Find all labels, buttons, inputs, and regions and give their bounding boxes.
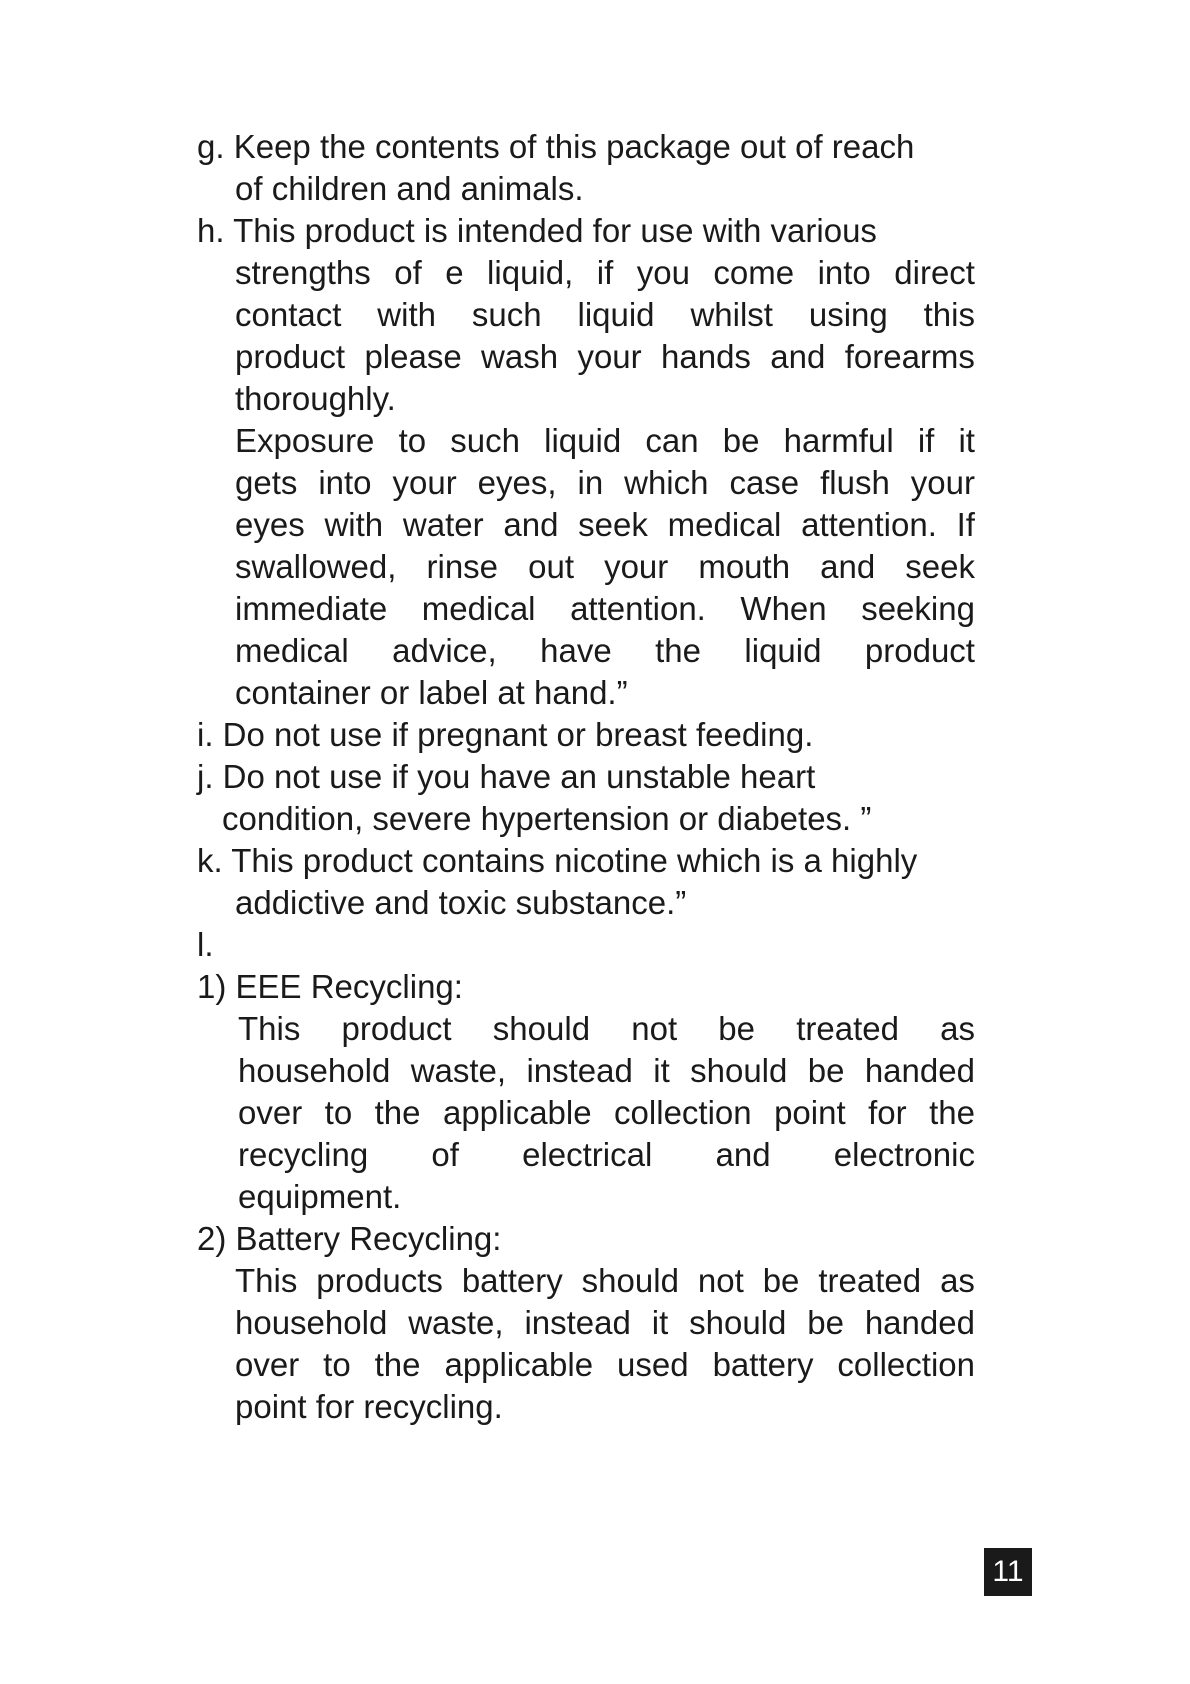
item-k-line-2: addictive and toxic substance.” [235, 884, 687, 921]
item-j-line-1: j. Do not use if you have an unstable heart [197, 758, 816, 795]
recycling-2-line-4: point for recycling. [235, 1388, 503, 1425]
recycling-2-marker: 2) [197, 1220, 227, 1257]
item-h-line-1: h. This product is intended for use with various [197, 212, 877, 249]
item-h-line-2: strengths of e liquid, if you come into direct [235, 254, 975, 291]
recycling-1-line-4: recycling of electrical and electronic [238, 1136, 975, 1173]
recycling-2-line-3: over to the applicable used battery collection [235, 1346, 975, 1383]
item-h-line-4: product please wash your hands and forearms [235, 338, 975, 375]
item-h-line-10: immediate medical attention. When seeking [235, 590, 975, 627]
recycling-1-title: 1) EEE Recycling: [197, 968, 463, 1005]
recycling-2-line-2: household waste, instead it should be handed [235, 1304, 975, 1341]
item-l-marker: l. [197, 926, 214, 963]
item-k-marker: k. [197, 842, 223, 879]
item-h-line-9: swallowed, rinse out your mouth and seek [235, 548, 975, 585]
item-j-marker: j. [197, 758, 214, 795]
item-h-line-11: medical advice, have the liquid product [235, 632, 975, 669]
recycling-1-line-3: over to the applicable collection point for the [238, 1094, 975, 1131]
item-i-marker: i. [197, 716, 214, 753]
recycling-1-marker: 1) [197, 968, 227, 1005]
item-g-marker: g. [197, 128, 225, 165]
item-h-line-8: eyes with water and seek medical attention. If [235, 506, 975, 543]
item-h-line-5: thoroughly. [235, 380, 396, 417]
item-k-line-1: k. This product contains nicotine which is a highly [197, 842, 918, 879]
recycling-2-line-1: This products battery should not be treated as [235, 1262, 975, 1299]
recycling-1-line-1: This product should not be treated as [238, 1010, 975, 1047]
recycling-1-line-5: equipment. [238, 1178, 402, 1215]
item-h-line-3: contact with such liquid whilst using this [235, 296, 975, 333]
page-number: 11 [984, 1548, 1032, 1596]
item-h-line-12: container or label at hand.” [235, 674, 628, 711]
item-g-line-1: g. Keep the contents of this package out of reach [197, 128, 915, 165]
recycling-2-title: 2) Battery Recycling: [197, 1220, 502, 1257]
item-h-line-6: Exposure to such liquid can be harmful if it [235, 422, 975, 459]
item-h-marker: h. [197, 212, 225, 249]
item-i-line-1: i. Do not use if pregnant or breast feeding. [197, 716, 814, 753]
recycling-1-line-2: household waste, instead it should be handed [238, 1052, 975, 1089]
item-j-line-2: condition, severe hypertension or diabetes. ” [222, 800, 872, 837]
item-h-line-7: gets into your eyes, in which case flush your [235, 464, 975, 501]
item-g-line-2: of children and animals. [235, 170, 584, 207]
